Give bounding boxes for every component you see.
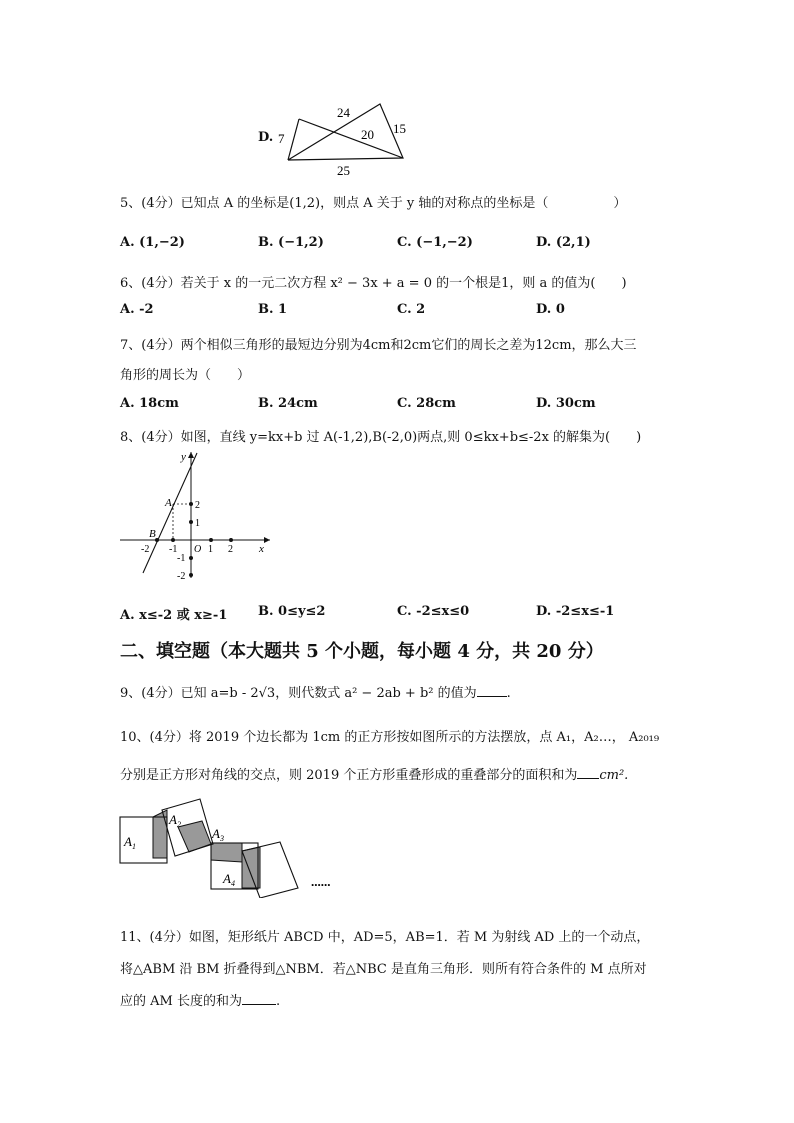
q11-line3-text: 应的 AM 长度的和为 bbox=[120, 994, 242, 1009]
origin-label: O bbox=[194, 544, 202, 555]
q8-stem: 8、(4分）如图，直线 y=kx+b 过 A(-1,2),B(-2,0)两点,则 0≤kx+b≤-2x 的解集为( ) bbox=[120, 430, 642, 445]
q10-answer-blank[interactable] bbox=[577, 766, 599, 779]
point-a-label: A bbox=[165, 497, 172, 509]
q10-line2-text: 分别是正方形对角线的交点，则 2019 个正方形重叠形成的重叠部分的面积和为 bbox=[120, 768, 578, 783]
a3-label: $A_3$ bbox=[212, 826, 224, 843]
q6-option-b: B. 1 bbox=[258, 302, 288, 317]
q9-answer-blank[interactable] bbox=[477, 684, 507, 697]
q11-line3 bbox=[120, 990, 280, 1009]
q9-text: 9、(4分）已知 a=b - 2√3，则代数式 a² − 2ab + b² 的值为 bbox=[120, 686, 477, 701]
q8-option-c: C. -2≤x≤0 bbox=[397, 604, 470, 619]
q6-option-d: D. 0 bbox=[536, 302, 565, 317]
side-24: 24 bbox=[337, 105, 350, 120]
q7-option-a: A. 18cm bbox=[120, 396, 179, 411]
q8-option-b: B. 0≤y≤2 bbox=[258, 604, 326, 619]
point-b-label: B bbox=[149, 528, 156, 540]
y-tick-neg2: -2 bbox=[177, 571, 186, 582]
y-tick-neg1: -1 bbox=[177, 553, 186, 564]
x-axis-label: x bbox=[259, 543, 264, 555]
q11-end: . bbox=[275, 994, 281, 1009]
q7-stem-line1: 7、(4分）两个相似三角形的最短边分别为4cm和2cm它们的周长之差为12cm，那么大三 bbox=[120, 338, 637, 353]
q6-option-a: A. -2 bbox=[120, 302, 154, 317]
q7-option-b: B. 24cm bbox=[258, 396, 318, 411]
q10-unit: cm². bbox=[599, 768, 629, 783]
x-tick-neg2: -2 bbox=[141, 544, 150, 555]
section-2-title: 二、填空题（本大题共 5 个小题，每小题 4 分，共 20 分） bbox=[120, 641, 604, 662]
q10-line2 bbox=[120, 764, 628, 783]
q5-option-c: C. (−1,−2) bbox=[397, 235, 473, 250]
q8-option-d: D. -2≤x≤-1 bbox=[536, 604, 615, 619]
side-7: 7 bbox=[278, 131, 285, 146]
y-tick-1: 1 bbox=[195, 518, 200, 529]
a1-label: $A_1$ bbox=[124, 834, 136, 851]
a2-label: $A_2$ bbox=[169, 812, 181, 829]
q5-option-b: B. (−1,2) bbox=[258, 235, 324, 250]
a4-label: $A_4$ bbox=[223, 871, 235, 888]
q8-option-a: A. x≤-2 或 x≥-1 bbox=[120, 608, 228, 623]
q5-option-a: A. (1,−2) bbox=[120, 235, 185, 250]
squares-figure bbox=[115, 798, 355, 898]
q7-option-c: C. 28cm bbox=[397, 396, 456, 411]
q9-stem bbox=[120, 682, 511, 701]
side-15: 15 bbox=[393, 121, 406, 136]
q7-stem-line2: 角形的周长为（ ） bbox=[120, 368, 251, 383]
q10-line1: 10、(4分）将 2019 个边长都为 1cm 的正方形按如图所示的方法摆放，点 A₁，A₂…， A₂₀₁₉ bbox=[120, 730, 660, 745]
x-tick-neg1: -1 bbox=[169, 544, 178, 555]
q6-stem: 6、(4分）若关于 x 的一元二次方程 x² − 3x + a = 0 的一个根是1，则 a 的值为( ) bbox=[120, 276, 627, 291]
q9-end: . bbox=[506, 686, 511, 701]
option-d-label: D. bbox=[258, 130, 274, 145]
q11-line1: 11、(4分）如图，矩形纸片 ABCD 中，AD=5，AB=1．若 M 为射线 AD 上的一个动点， bbox=[120, 930, 650, 945]
y-axis-label: y bbox=[181, 451, 186, 463]
q11-answer-blank[interactable] bbox=[242, 992, 276, 1005]
y-tick-2: 2 bbox=[195, 500, 200, 511]
side-20: 20 bbox=[361, 127, 374, 142]
q6-option-c: C. 2 bbox=[397, 302, 426, 317]
q5-stem: 5、(4分）已知点 A 的坐标是(1,2)，则点 A 关于 y 轴的对称点的坐标是（ ） bbox=[120, 196, 627, 211]
q7-option-d: D. 30cm bbox=[536, 396, 596, 411]
side-25: 25 bbox=[337, 163, 350, 178]
q11-line2: 将△ABM 沿 BM 折叠得到△NBM．若△NBC 是直角三角形．则所有符合条件的 M 点所对 bbox=[120, 962, 647, 977]
ellipsis: ...... bbox=[311, 874, 331, 889]
x-tick-2: 2 bbox=[228, 544, 233, 555]
q8-graph bbox=[115, 448, 280, 583]
triangles-figure bbox=[275, 95, 425, 180]
x-tick-1: 1 bbox=[208, 544, 213, 555]
q5-option-d: D. (2,1) bbox=[536, 235, 591, 250]
